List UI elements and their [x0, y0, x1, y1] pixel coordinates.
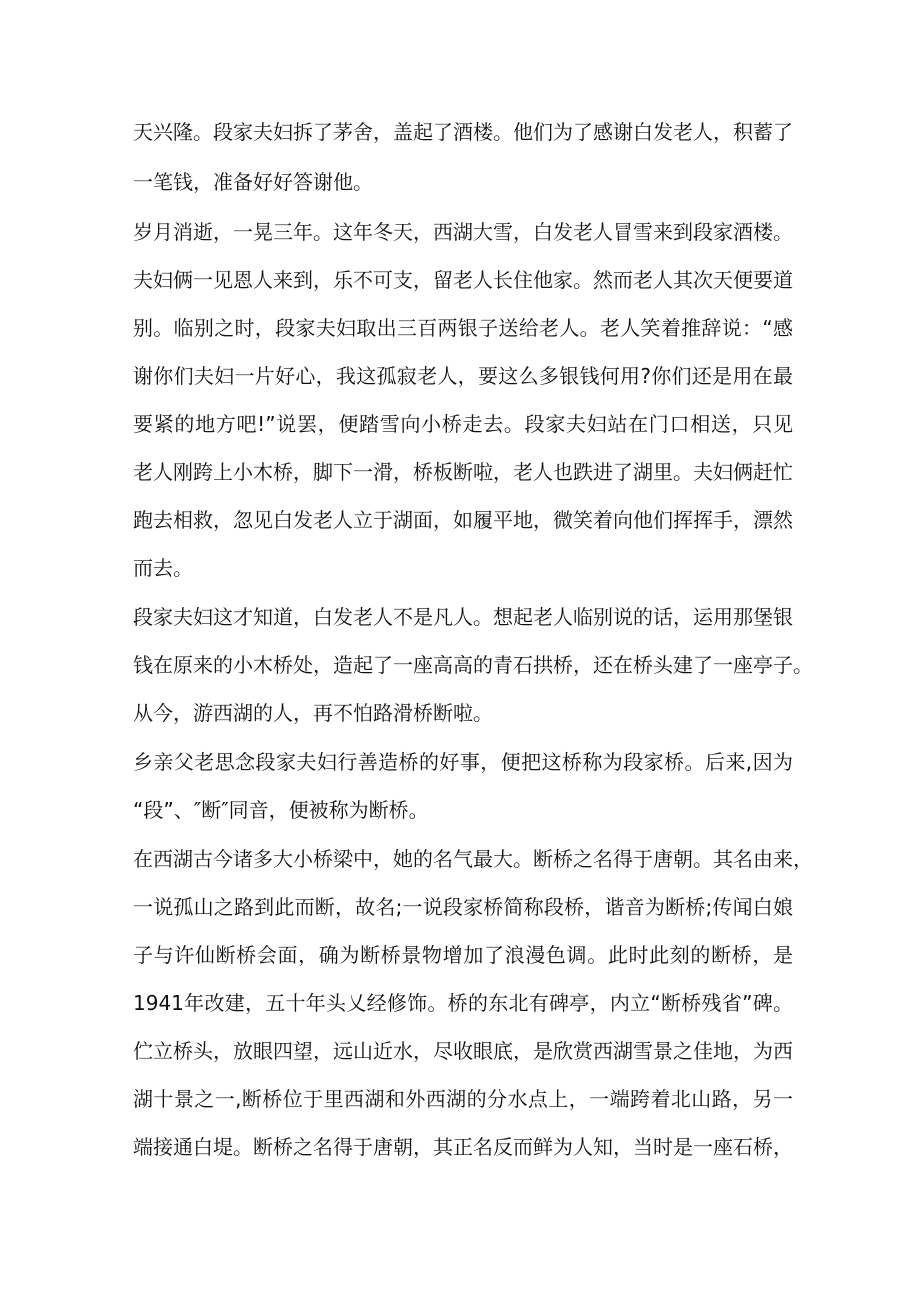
text-line: 天兴隆。段家夫妇拆了茅舍，盖起了酒楼。他们为了感谢白发老人，积蓄了 — [133, 120, 793, 144]
text-line: 子与许仙断桥会面，确为断桥景物增加了浪漫色调。此时此刻的断桥，是 — [133, 943, 793, 967]
text-line: 别。临别之时，段家夫妇取出三百两银子送给老人。老人笑着推辞说：“感 — [133, 316, 793, 340]
text-line: 夫妇俩一见恩人来到，乐不可支，留老人长住他家。然而老人其次天便要道 — [133, 268, 793, 292]
text-line: 而去。 — [133, 556, 193, 580]
text-line: 谢你们夫妇一片好心，我这孤寂老人，要这么多银钱何用?你们还是用在最 — [133, 364, 793, 388]
text-line: 一说孤山之路到此而断，故名;一说段家桥简称段桥，谐音为断桥;传闻白娘 — [133, 895, 793, 919]
text-line: 段家夫妇这才知道，白发老人不是凡人。想起老人临别说的话，运用那堡银 — [133, 605, 793, 629]
text-line: 湖十景之一,断桥位于里西湖和外西湖的分水点上，一端跨着北山路，另一 — [133, 1087, 793, 1111]
text-line: “段”、″断″同音，便被称为断桥。 — [133, 798, 429, 822]
text-line: 从今，游西湖的人，再不怕路滑桥断啦。 — [133, 701, 493, 725]
text-line: 乡亲父老思念段家夫妇行善造桥的好事，便把这桥称为段家桥。后来,因为 — [133, 750, 793, 774]
text-line: 伫立桥头，放眼四望，远山近水，尽收眼底，是欣赏西湖雪景之佳地，为西 — [133, 1039, 793, 1063]
text-line: 岁月消逝，一晃三年。这年冬天，西湖大雪，白发老人冒雪来到段家酒楼。 — [133, 220, 793, 244]
text-line: 一笔钱，准备好好答谢他。 — [133, 170, 373, 194]
text-line: 在西湖古今诸多大小桥梁中，她的名气最大。断桥之名得于唐朝。其名由来， — [133, 847, 813, 871]
text-line: 要紧的地方吧!”说罢，便踏雪向小桥走去。段家夫妇站在门口相送，只见 — [133, 412, 793, 436]
text-line: 钱在原来的小木桥处，造起了一座高高的青石拱桥，还在桥头建了一座亭子。 — [133, 653, 813, 677]
text-line: 1941年改建，五十年头乂经修饰。桥的东北有碑亭，内立“断桥残省”碑。 — [133, 991, 793, 1015]
text-line: 端接通白堤。断桥之名得于唐朝，其正名反而鲜为人知，当时是一座石桥， — [133, 1135, 793, 1159]
text-line: 跑去相救，忽见白发老人立于湖面，如履平地，微笑着向他们挥挥手，漂然 — [133, 508, 793, 532]
text-line: 老人刚跨上小木桥，脚下一滑，桥板断啦，老人也跌进了湖里。夫妇俩赶忙 — [133, 460, 793, 484]
